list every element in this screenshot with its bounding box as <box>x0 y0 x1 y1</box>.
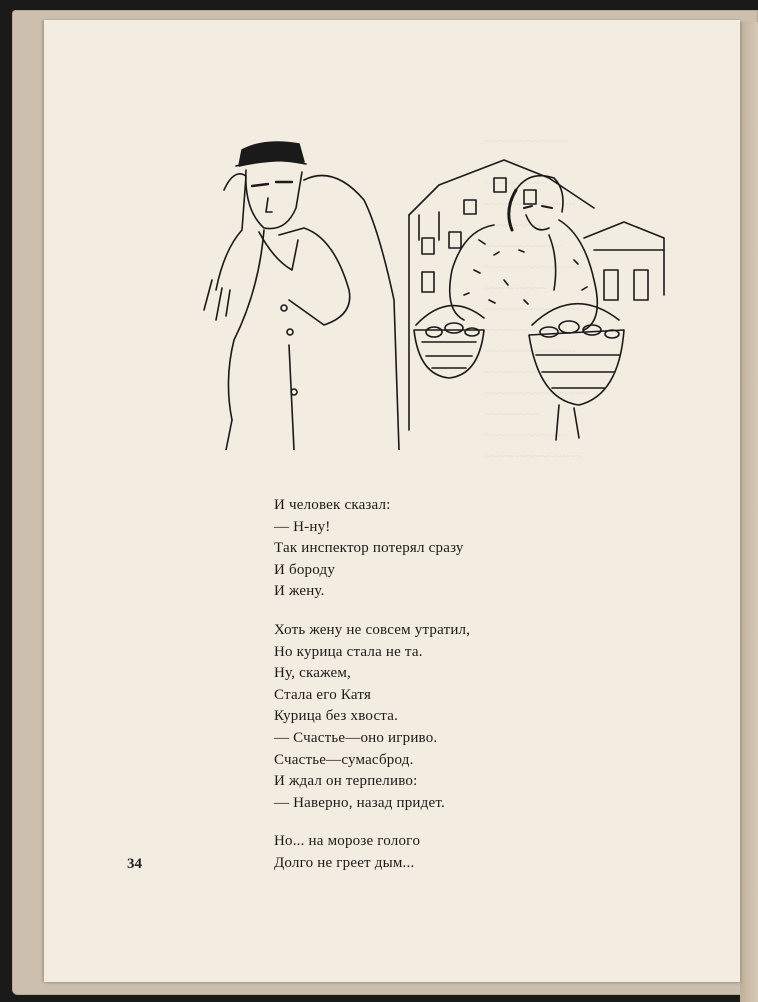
poem-line: — Наверно, назад придет. <box>274 794 445 811</box>
poem-text <box>274 495 470 875</box>
poem-line: — Счастье—оно игриво. <box>274 729 438 746</box>
ink-illustration <box>164 120 684 450</box>
poem-line: Так инспектор потерял сразу <box>274 540 464 557</box>
poem-line: Стала его Катя <box>274 686 372 703</box>
poem-line: — Н-ну! <box>274 518 331 535</box>
poem-line: Хоть жену не совсем утратил, <box>274 621 471 638</box>
cover-edge <box>740 22 758 1002</box>
poem-line: Долго не греет дым... <box>274 854 415 871</box>
buildings-drawing <box>409 160 664 430</box>
stanza-1 <box>274 495 470 603</box>
page-number: 34 <box>127 856 142 872</box>
poem-line: И жену. <box>274 583 325 600</box>
poem-line: И бороду <box>274 561 336 578</box>
man-figure <box>204 142 399 450</box>
poem-line: Но курица стала не та. <box>274 643 423 660</box>
poem-line: Но... на морозе гологo <box>274 833 421 850</box>
stanza-3 <box>274 831 470 874</box>
book-page <box>44 20 740 982</box>
woman-figure <box>414 176 624 440</box>
poem-line: И ждал он терпеливо: <box>274 773 418 790</box>
poem-line: Счастье—сумасброд. <box>274 751 414 768</box>
poem-line: Ну, скажем, <box>274 665 351 682</box>
stanza-2 <box>274 620 470 814</box>
show-through-text: ~~~~~~~~~~~~ ~~~~~~ ~~~~~~~~~ ~~~~~~~~~~~~~ ~~~~~~~~ ~~~~~~~~~~~ ~~~~~~~~~~~~~~ ~~~~~~~~~ ~~~~~~~~~~~~~~ ~~~~~~~~~~~ ~~~~~~~~~~~~~ ~~~~~~~~~~~ ~~~~~~~~~~~~~~~ ~~~~~~~~ ~~~~~~~~~~~~ ~~~~~~~~~~~~~~ <box>484 133 590 463</box>
poem-line: И человек сказал: <box>274 497 391 513</box>
poem-line: Курица без хвоста. <box>274 708 399 725</box>
